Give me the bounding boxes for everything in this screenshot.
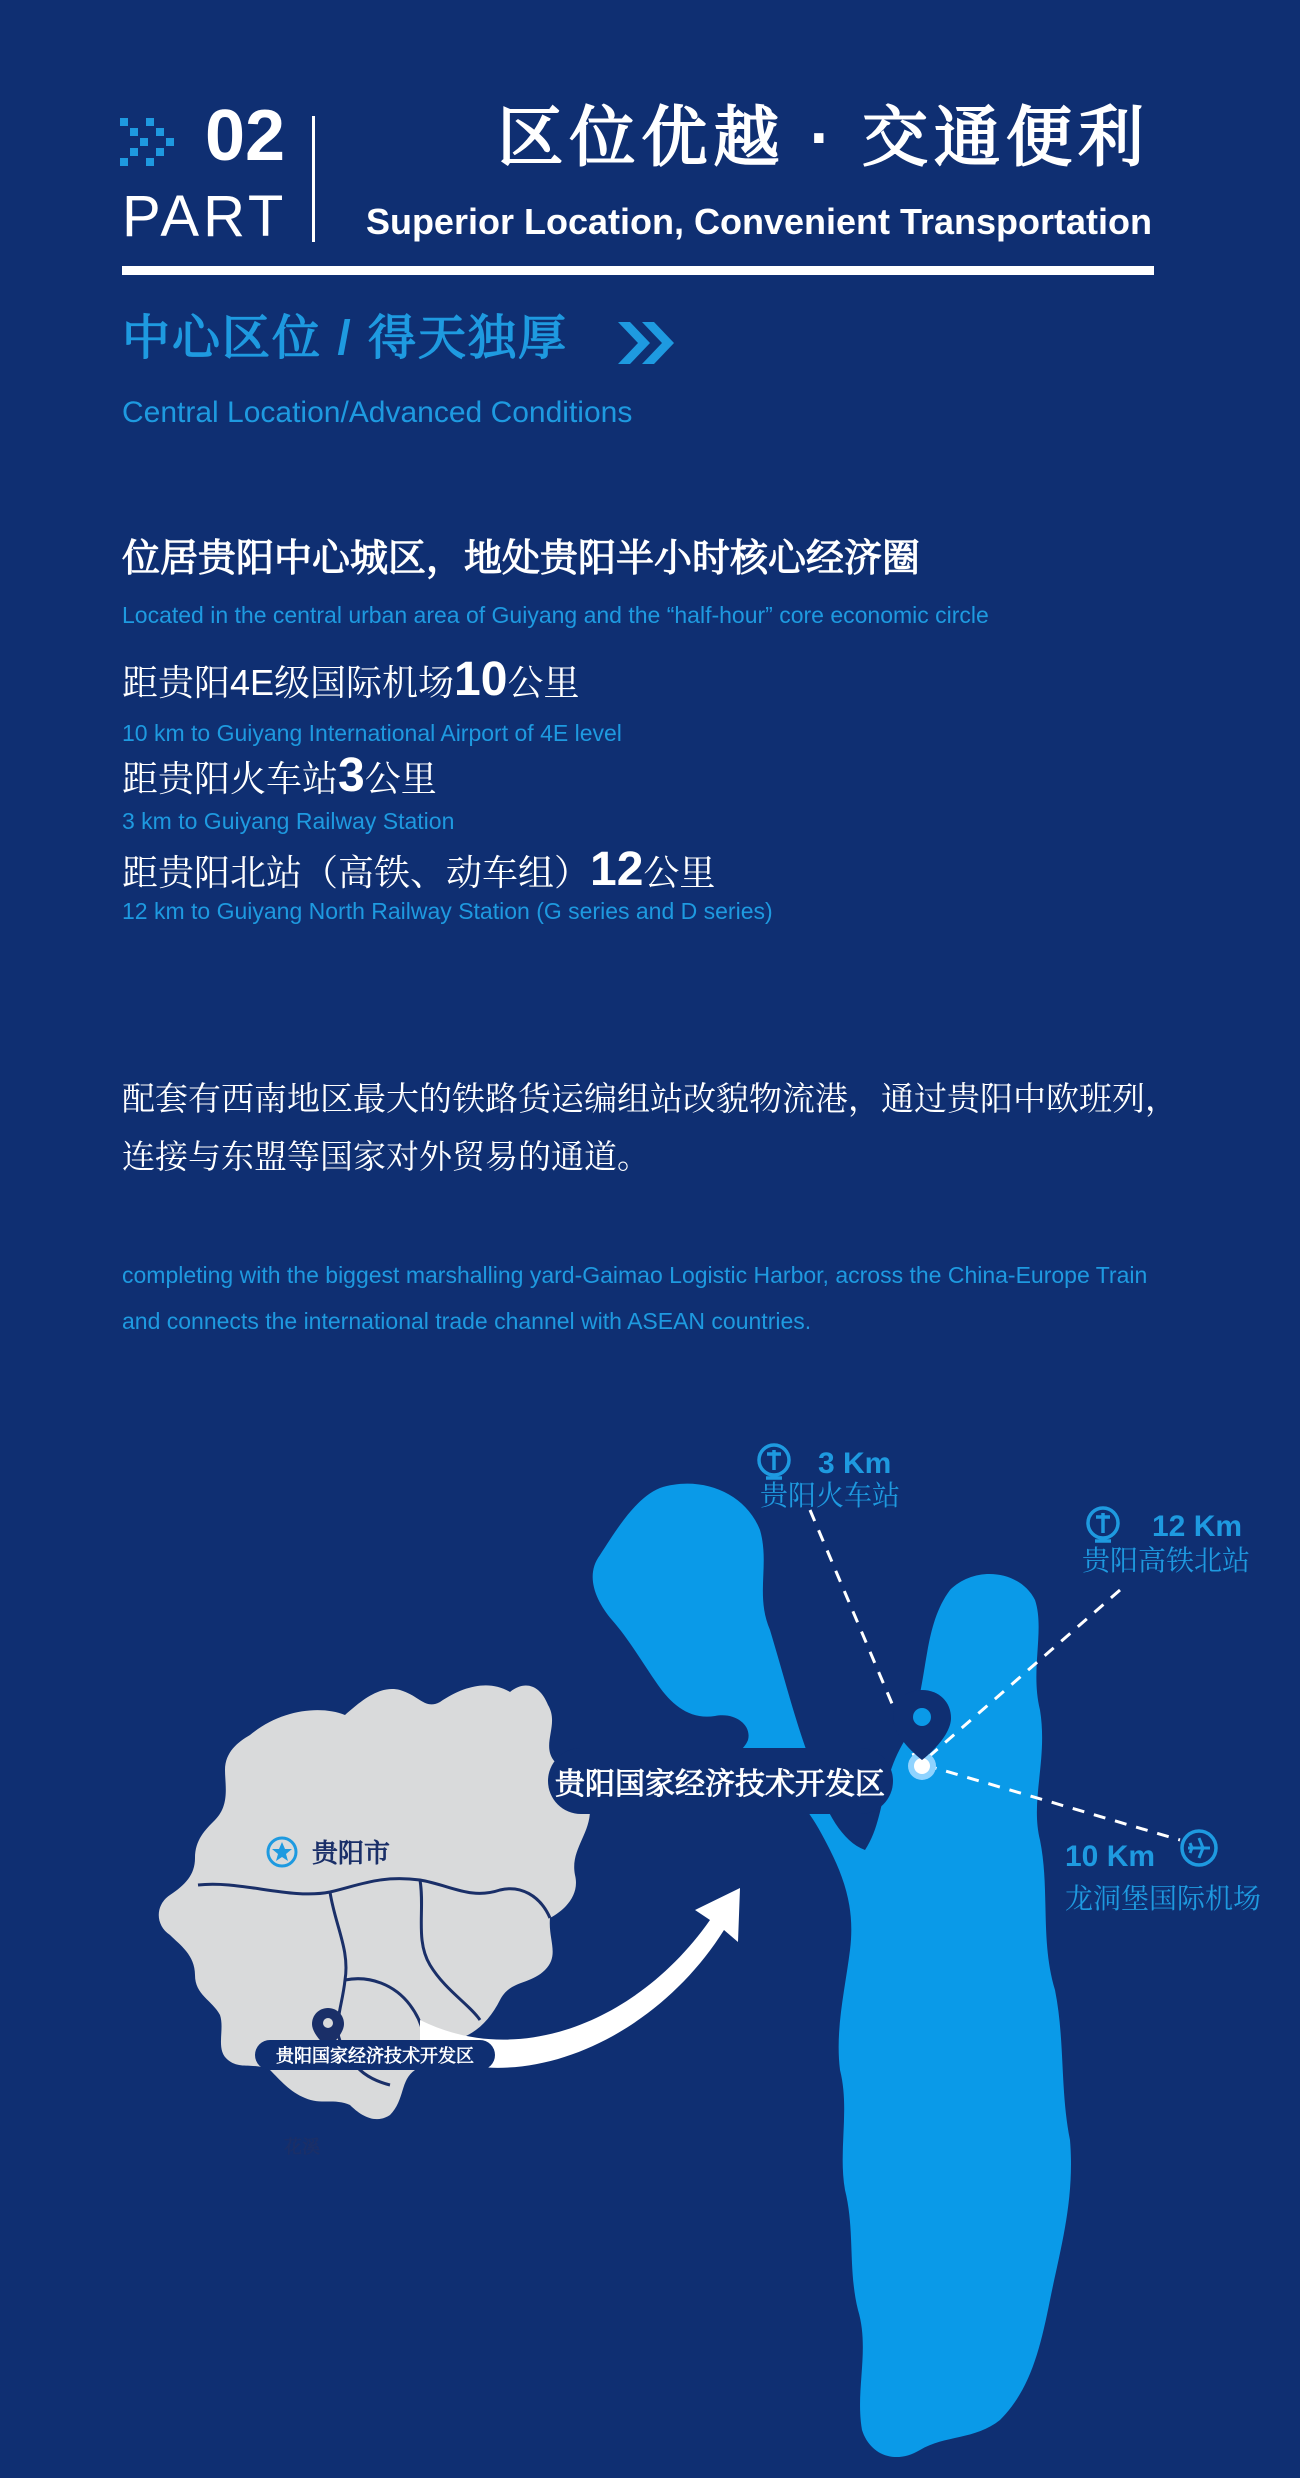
double-arrow-icon	[616, 320, 678, 366]
fact-rail-text: 距贵阳火车站	[122, 758, 339, 799]
airport-name: 龙洞堡国际机场	[1065, 1883, 1262, 1914]
fact-airport-en: 10 km to Guiyang International Airport of 4E level	[122, 720, 622, 746]
rail-name: 贵阳火车站	[760, 1480, 901, 1511]
part-label: PART	[122, 184, 288, 249]
header-divider	[312, 116, 315, 242]
city-label: 贵阳市	[312, 1838, 391, 1868]
facts-headline-en: Located in the central urban area of Guiyang and the “half-hour” core economic circle	[122, 602, 989, 628]
fact-north-number: 12	[590, 843, 644, 896]
district-label: 花溪	[284, 2137, 320, 2157]
fact-rail-cn	[122, 749, 437, 802]
zone-label: 贵阳国家经济技术开发区	[555, 1768, 885, 1801]
page-title-cn: 区位优越 · 交通便利	[497, 100, 1150, 174]
location-map	[0, 1380, 1300, 2478]
header-rule	[122, 266, 1154, 275]
facts-headline-cn: 位居贵阳中心城区，地处贵阳半小时核心经济圈	[122, 538, 921, 580]
fact-rail-unit: 公里	[364, 758, 437, 799]
airport-distance: 10 Km	[1065, 1840, 1156, 1873]
double-chevron-icon	[120, 118, 184, 172]
fact-airport-unit: 公里	[507, 662, 580, 703]
fact-north-cn	[122, 843, 716, 896]
north-distance: 12 Km	[1152, 1510, 1243, 1543]
paragraph-cn-line2: 连接与东盟等国家对外贸易的通道。	[122, 1138, 650, 1175]
fact-airport-number: 10	[454, 653, 508, 706]
section-title-en: Central Location/Advanced Conditions	[122, 396, 633, 429]
train-icon	[759, 1445, 789, 1478]
district-region-blue	[593, 1484, 1071, 2457]
paragraph-cn-line1: 配套有西南地区最大的铁路货运编组站改貌物流港，通过贵阳中欧班列，	[122, 1080, 1178, 1117]
fact-rail-en: 3 km to Guiyang Railway Station	[122, 808, 455, 834]
fact-north-en: 12 km to Guiyang North Railway Station (G series and D series)	[122, 898, 773, 924]
airplane-icon	[1182, 1831, 1216, 1865]
page-title-en: Superior Location, Convenient Transportation	[365, 201, 1152, 242]
paragraph-en-line1: completing with the biggest marshalling yard-Gaimao Logistic Harbor, across the China-Europe Train	[122, 1262, 1148, 1288]
fact-airport-cn	[122, 653, 580, 706]
fact-north-unit: 公里	[643, 852, 716, 893]
north-name: 贵阳高铁北站	[1082, 1545, 1251, 1576]
rail-distance: 3 Km	[818, 1447, 892, 1480]
section-title-cn: 中心区位 / 得天独厚	[122, 312, 569, 365]
train-icon-north	[1088, 1508, 1118, 1541]
small-zone-label: 贵阳国家经济技术开发区	[276, 2046, 474, 2066]
fact-rail-number: 3	[338, 749, 365, 802]
fact-airport-text: 距贵阳4E级国际机场	[122, 662, 455, 703]
fact-north-text: 距贵阳北站（高铁、动车组）	[122, 852, 591, 893]
part-number: 02	[205, 96, 286, 176]
paragraph-en-line2: and connects the international trade channel with ASEAN countries.	[122, 1308, 812, 1334]
